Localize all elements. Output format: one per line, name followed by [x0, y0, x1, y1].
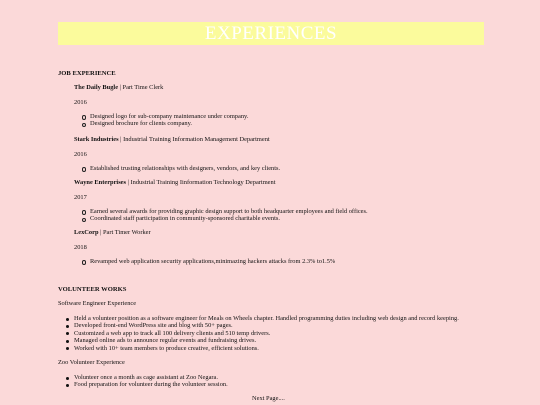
job-year: 2016	[74, 99, 87, 106]
list-item: Held a volunteer position as a software engineer for Meals on Wheels chapter. Handled programming duties including web design and record keeping.	[74, 315, 459, 322]
job-role: Industrial Training Iinformation Technology Department	[130, 179, 276, 186]
job-role: Part Time Clerk	[122, 84, 164, 91]
list-item: Designed logo for sub-company maintenance under company.	[90, 113, 249, 120]
job-bullet-list	[90, 208, 368, 223]
list-item: Revamped web application security applications,minimazing hackers attacks from 2.3% to1.5%	[90, 258, 336, 265]
list-item: Established trusting relationships with designers, vendors, and key clients.	[90, 165, 281, 172]
list-item: Worked with 10+ team members to produce creative, efficient solutions.	[74, 345, 459, 352]
list-item: Coordinated staff participation in community-sponsored charitable events.	[90, 215, 368, 222]
job-separator: |	[98, 229, 103, 236]
job-company: Wayne Enterprises	[74, 179, 127, 186]
list-item: Volunteer once a month as cage assistant at Zoo Negara.	[74, 374, 228, 381]
experiences-banner	[58, 22, 484, 45]
job-title-line	[74, 179, 275, 186]
list-item: Customized a web app to track all 100 delivery clients and 510 temp drivers.	[74, 330, 459, 337]
list-item: Managed online ads to announce regular events and fundraising drives.	[74, 337, 459, 344]
volunteer-bullet-list	[74, 315, 459, 352]
job-year: 2017	[74, 194, 87, 201]
job-title-line	[74, 229, 151, 236]
job-company: The Daily Bugle	[74, 84, 119, 91]
job-company: Stark Industries	[74, 136, 119, 143]
list-item: Developed front-end WordPress site and blog with 50+ pages.	[74, 322, 459, 329]
page-title: EXPERIENCES	[204, 23, 338, 44]
volunteer-bullet-list	[74, 374, 228, 389]
list-item: Designed brochure for clients company.	[90, 120, 248, 127]
job-company: LexCorp	[74, 229, 99, 236]
job-bullet-list	[90, 165, 280, 172]
job-bullet-list	[90, 258, 335, 265]
volunteer-group-title: Software Engineer Experience	[58, 300, 137, 307]
job-experience-heading: JOB EXPERIENCE	[58, 70, 116, 77]
job-separator: |	[118, 84, 123, 91]
job-bullet-list	[90, 113, 248, 128]
job-separator: |	[126, 179, 131, 186]
job-title-line	[74, 84, 163, 91]
list-item: Food preparation for volunteer during the volunteer session.	[74, 381, 228, 389]
list-item: Earned several awards for providing graphic design support to both headquarter employees and field offices.	[90, 208, 368, 215]
job-year: 2018	[74, 244, 87, 251]
job-year: 2016	[74, 151, 87, 158]
job-separator: |	[118, 136, 124, 143]
volunteer-group-title: Zoo Volunteer Experience	[58, 359, 125, 366]
next-page-link[interactable]: Next Page....	[252, 395, 285, 402]
job-role: Part Timer Worker	[102, 229, 151, 236]
volunteer-works-heading: VOLUNTEER WORKS	[58, 286, 127, 293]
job-title-line	[74, 136, 270, 143]
job-role: Industrial Training Information Management Department	[123, 136, 270, 143]
